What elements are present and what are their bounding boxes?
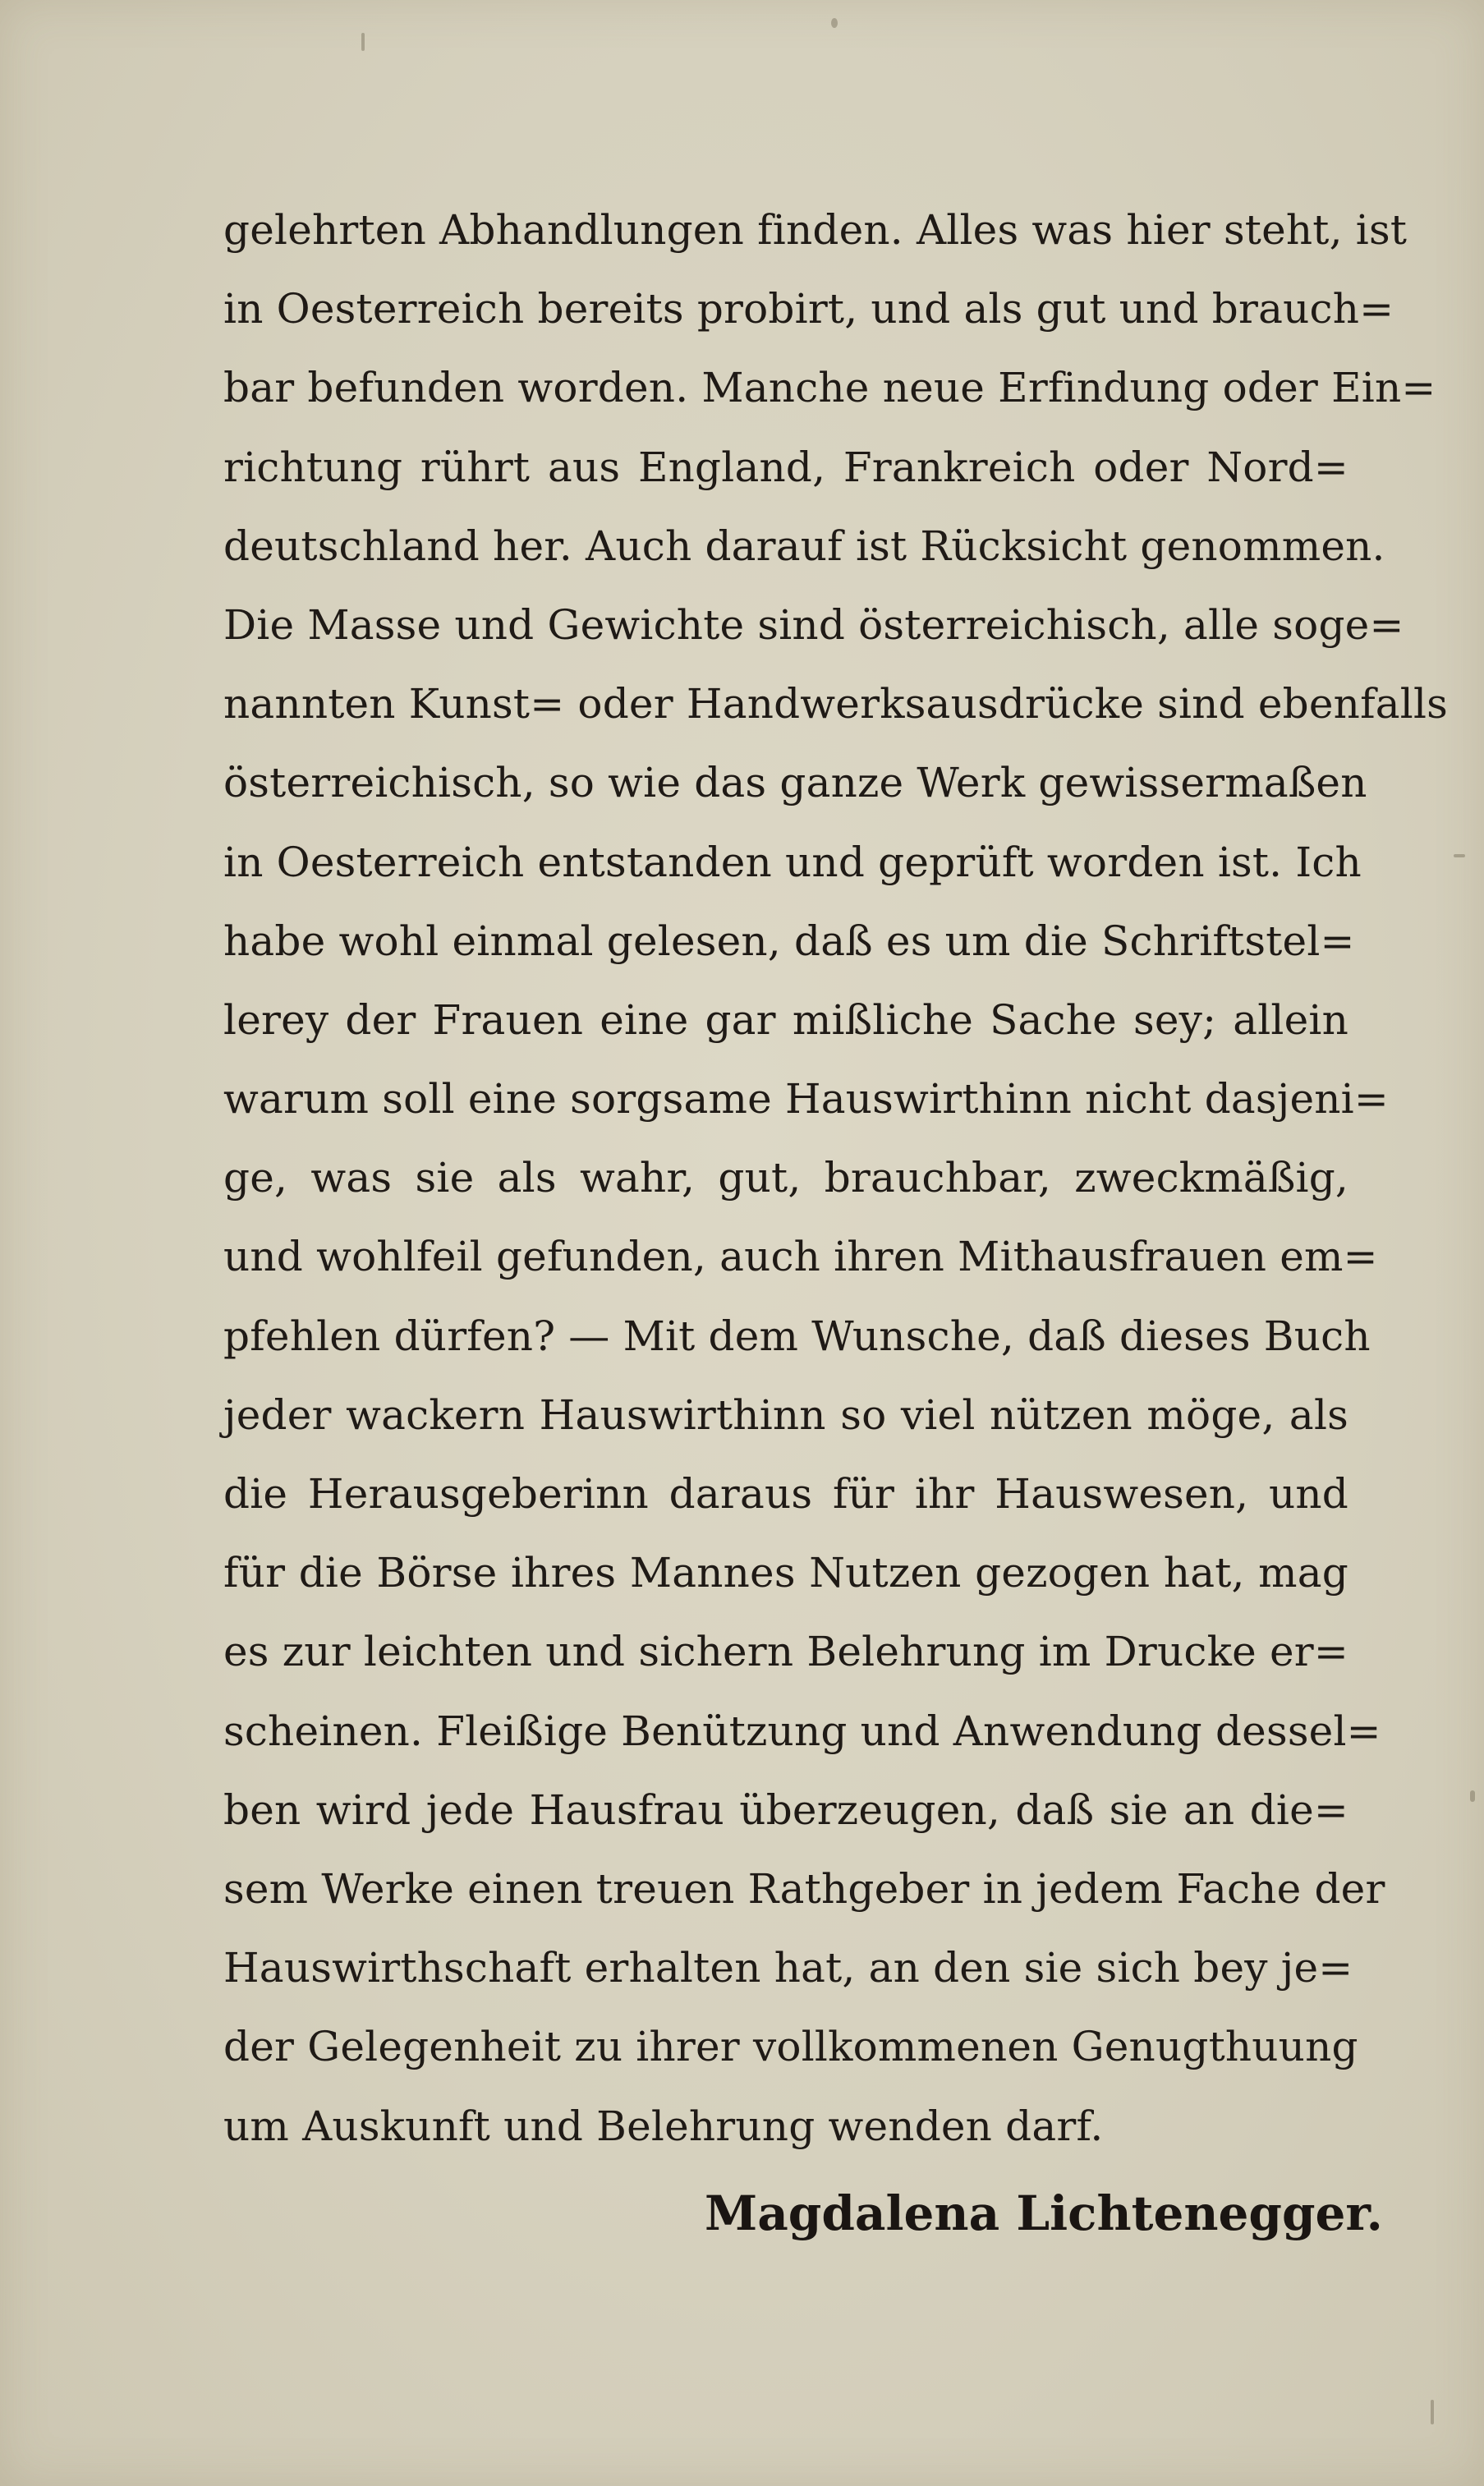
text-line: für die Börse ihres Mannes Nutzen gezogen hat, mag xyxy=(223,1549,1348,1597)
author-signature: Magdalena Lichtenegger. xyxy=(705,2185,1383,2241)
text-line: ge, was sie als wahr, gut, brauchbar, zweckmäßig, xyxy=(223,1154,1348,1202)
paper-speck xyxy=(1470,1790,1475,1802)
paper-speck xyxy=(1431,2400,1434,2424)
text-line: in Oesterreich entstanden und geprüft worden ist. Ich xyxy=(223,838,1362,886)
text-line: der Gelegenheit zu ihrer vollkommenen Genugthuung xyxy=(223,2023,1358,2071)
text-line: österreichisch, so wie das ganze Werk gewissermaßen xyxy=(223,759,1367,807)
text-line: jeder wackern Hauswirthinn so viel nützen möge, als xyxy=(223,1390,1348,1439)
text-line: habe wohl einmal gelesen, daß es um die Schriftstel= xyxy=(223,917,1355,965)
text-line: die Herausgeberinn daraus für ihr Hauswesen, und xyxy=(223,1470,1348,1518)
text-line: Hauswirthschaft erhalten hat, an den sie sich bey je= xyxy=(223,1944,1353,1992)
text-line: sem Werke einen treuen Rathgeber in jedem Fache der xyxy=(223,1864,1385,1913)
paper-speck xyxy=(361,33,365,51)
body-text xyxy=(223,191,1449,2166)
text-line: nannten Kunst= oder Handwerksausdrücke sind ebenfalls xyxy=(223,680,1449,728)
paper-speck xyxy=(1454,854,1465,857)
text-line: um Auskunft und Belehrung wenden darf. xyxy=(223,2102,1104,2150)
text-line: gelehrten Abhandlungen finden. Alles was hier steht, ist xyxy=(223,206,1408,254)
text-line: deutschland her. Auch darauf ist Rücksicht genommen. xyxy=(223,522,1385,570)
text-line: pfehlen dürfen? — Mit dem Wunsche, daß dieses Buch xyxy=(223,1312,1371,1360)
text-line: bar befunden worden. Manche neue Erfindung oder Ein= xyxy=(223,364,1436,412)
text-line: scheinen. Fleißige Benützung und Anwendung dessel= xyxy=(223,1707,1381,1755)
text-line: warum soll eine sorgsame Hauswirthinn nicht dasjeni= xyxy=(223,1075,1389,1124)
text-line: und wohlfeil gefunden, auch ihren Mithausfrauen em= xyxy=(223,1233,1378,1281)
text-line: richtung rührt aus England, Frankreich oder Nord= xyxy=(223,443,1348,491)
paper-speck xyxy=(831,18,838,28)
text-line: es zur leichten und sichern Belehrung im Drucke er= xyxy=(223,1628,1348,1676)
text-line: lerey der Frauen eine gar mißliche Sache sey; allein xyxy=(223,995,1348,1044)
text-line: Die Masse und Gewichte sind österreichisch, alle soge= xyxy=(223,600,1404,649)
text-line: in Oesterreich bereits probirt, und als gut und brauch= xyxy=(223,285,1394,333)
text-line: ben wird jede Hausfrau überzeugen, daß sie an die= xyxy=(223,1785,1348,1834)
